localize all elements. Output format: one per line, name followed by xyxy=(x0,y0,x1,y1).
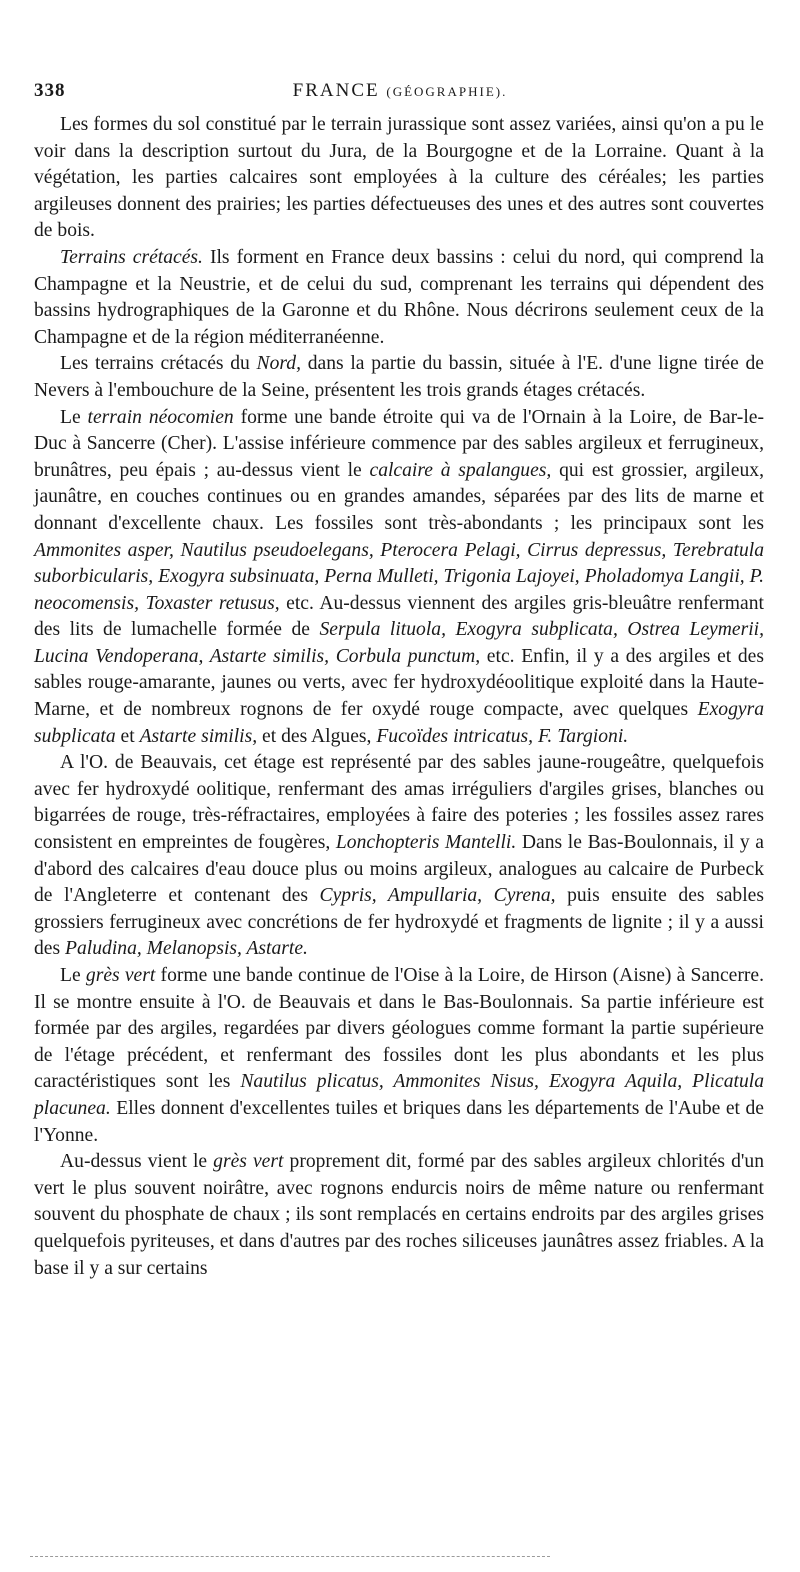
italic-text: Paludina, Melanopsis, Astarte. xyxy=(65,938,308,960)
text-run: Au-dessus vient le xyxy=(60,1151,214,1173)
page-number: 338 xyxy=(34,80,66,101)
italic-text: Terrains crétacés. xyxy=(60,246,203,268)
paragraph-p7 xyxy=(34,1149,764,1282)
paragraph-p4 xyxy=(34,405,764,751)
bottom-rule xyxy=(30,1556,550,1557)
italic-text: terrain néocomien xyxy=(87,406,234,428)
italic-text: Exogyra subplicata xyxy=(34,699,764,747)
paragraph-p5 xyxy=(34,750,764,963)
text-run: qui est grossier, argileux, jaunâtre, en couches continues ou en grandes amandes, séparées par des lits de marne et donnant d'excellente chaux. Les fossiles sont très-abondants ; les principaux sont les xyxy=(34,459,764,534)
body-text xyxy=(34,112,764,1282)
italic-text: Nautilus plicatus, Ammonites Nisus, Exogyra Aquila, Plicatula placunea. xyxy=(34,1071,764,1119)
italic-text: grès vert xyxy=(213,1151,284,1173)
text-run: proprement dit, formé par des sables argileux chlorités d'un vert le plus souvent noirâtre, avec rognons endurcis noirs de même nature ou renfermant souvent du phosphate de chaux ; ils sont remplacés en certains endroits par des argiles grises quelquefois pyriteuses, et dans d'autres par des roches siliceuses jaunâtres assez friables. A la base il y a sur certains xyxy=(34,1151,764,1279)
text-run: Le xyxy=(60,965,86,986)
running-title xyxy=(34,80,766,102)
running-title-subtitle: (GÉOGRAPHIE). xyxy=(386,84,508,99)
text-run: Les formes du sol constitué par le terrain jurassique sont assez variées, ainsi qu'on a pu le voir dans la description surtout du Jura, de la Bourgogne et de la Lorraine. Quant à la végétation, les parties calcaires sont employées à la culture des céréales; les parties argileuses donnent des prairies; les parties défectueuses des unes et des autres sont couvertes de bois. xyxy=(34,114,764,242)
text-run: Dans le Bas-Boulonnais, il y a d'abord des calcaires d'eau douce plus ou moins argileux, analogues au calcaire de Purbeck de l'Angleterre et contenant des xyxy=(34,832,764,907)
text-run: etc. Au-dessus viennent des argiles gris-bleuâtre renfermant des lits de lumachelle formée de xyxy=(34,592,764,641)
text-run: forme une bande étroite qui va de l'Ornain à la Loire, de Bar-le-Duc à Sancerre (Cher). L'assise inférieure commence par des sables argileux et ferrugineux, brunâtres, peu épais ; au-dessus vient le xyxy=(34,406,764,481)
text-run: Les terrains crétacés du xyxy=(60,353,257,375)
text-run: et xyxy=(115,725,140,747)
italic-text: grès vert xyxy=(85,965,156,986)
paragraph-p2 xyxy=(34,245,764,351)
text-run: puis ensuite des sables grossiers ferrugineux avec concrétions de fer hydroxydé et fragments de lignite ; il y a aussi des xyxy=(34,885,764,960)
italic-text: Lonchopteris Mantelli. xyxy=(335,832,517,854)
text-run: Le xyxy=(60,406,88,428)
text-run: A l'O. de Beauvais, cet étage est représenté par des sables jaune-rougeâtre, quelquefois avec fer hydroxydé oolitique, renfermant des amas irréguliers d'argiles grises, blanches ou bigarrées de rouge, très-réfractaires, employées à faire des poteries ; les fossiles assez rares consistent en empreintes de fougères, xyxy=(34,752,764,854)
italic-text: Fucoïdes intricatus, F. Targioni. xyxy=(376,725,629,747)
italic-text: Astarte similis, xyxy=(139,725,258,747)
text-run: et des Algues, xyxy=(257,725,377,747)
italic-text: Ammonites asper, Nautilus pseudoelegans, Pterocera Pelagi, Cirrus depressus, Terebratula suborbicularis, Exogyra subsinuata, Perna Mulleti, Trigonia Lajoyei, Pholadomya Langii, P. neocomensis, Toxaster retusus, xyxy=(34,539,764,614)
text-run: Elles donnent d'excellentes tuiles et briques dans les départements de l'Aube et de l'Yonne. xyxy=(34,1097,764,1146)
paragraph-p3 xyxy=(34,351,764,404)
italic-text: calcaire à spalangues, xyxy=(369,459,552,481)
text-run: etc. Enfin, il y a des argiles et des sables rouge-amarante, jaunes ou verts, avec fer hydroxydéoolitique exploité dans la Haute-Marne, et de nombreux rognons de fer oxydé rouge compacte, avec quelques xyxy=(34,645,764,721)
text-run: Ils forment en France deux bassins : celui du nord, qui comprend la Champagne et la Neustrie, et de celui du sud, comprenant les terrains qui dépendent des bassins hydrographiques de la Garonne et du Rhône. Nous décrirons seulement ceux de la Champagne et de la région méditerranéenne. xyxy=(34,246,764,348)
text-run: dans la partie du bassin, située à l'E. d'une ligne tirée de Nevers à l'embouchure de la Seine, présentent les trois grands étages crétacés. xyxy=(34,353,764,401)
running-title-main: FRANCE xyxy=(292,80,380,101)
italic-text: Serpula lituola, Exogyra subplicata, Ostrea Leymerii, Lucina Vendoperana, Astarte similis, Corbula punctum, xyxy=(34,619,764,667)
italic-text: Cypris, Ampullaria, Cyrena, xyxy=(319,885,556,907)
paragraph-p6 xyxy=(34,963,764,1149)
text-run: forme une bande continue de l'Oise à la Loire, de Hirson (Aisne) à Sancerre. Il se montre ensuite à l'O. de Beauvais et dans le Bas-Boulonnais. Sa partie inférieure est formée par des argiles, regardées par divers géologues comme formant la partie supérieure de l'étage précédent, et renfermant des fossiles dont les plus abondants et les plus caractéristiques sont les xyxy=(34,965,764,1093)
paragraph-p1 xyxy=(34,112,764,245)
italic-text: Nord, xyxy=(256,353,302,375)
running-head xyxy=(34,80,766,110)
